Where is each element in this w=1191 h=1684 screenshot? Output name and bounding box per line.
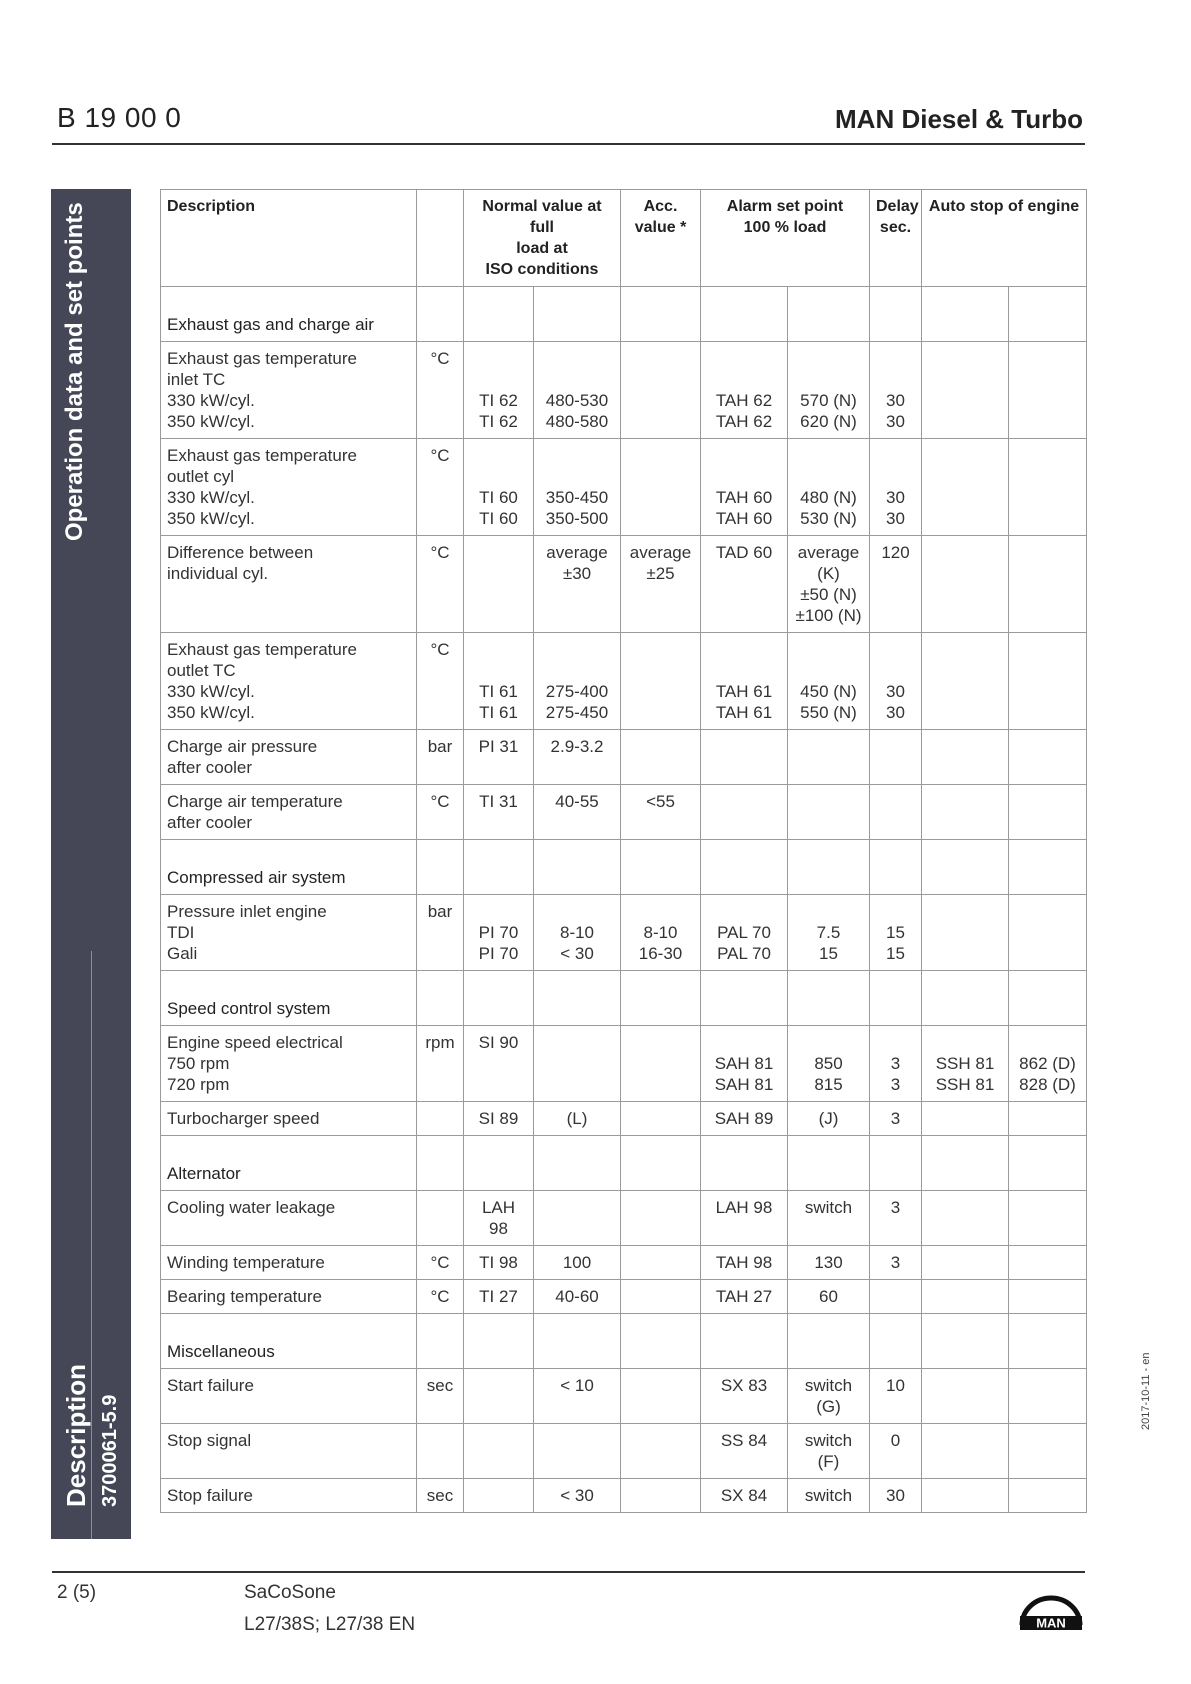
header-rule [52,143,1085,145]
row-alarm-value: 130 [788,1246,870,1280]
row-unit [417,1424,464,1479]
row-unit [417,1102,464,1136]
row-tag: TI 31 [464,785,534,840]
section-title-compressed-air: Compressed air system [161,840,417,895]
table-row [161,439,1087,536]
row-normal-value: average ±30 [534,536,621,633]
row-normal-value: < 30 [534,1479,621,1513]
row-normal-value: 40-60 [534,1280,621,1314]
row-unit: °C [417,1280,464,1314]
row-stop-value [1009,785,1087,840]
row-acc-value [621,1026,701,1102]
row-alarm-tag: TAH 62 TAH 62 [701,342,788,439]
row-delay: 30 30 [870,633,922,730]
row-acc-value [621,342,701,439]
set-points-table [160,189,1087,1513]
row-unit: bar [417,895,464,971]
row-stop-tag [922,1424,1009,1479]
row-alarm-tag: SS 84 [701,1424,788,1479]
row-description: Exhaust gas temperature outlet cyl 330 kW/cyl. 350 kW/cyl. [161,439,417,536]
row-normal-value: 480-530 480-580 [534,342,621,439]
row-normal-value: < 10 [534,1369,621,1424]
row-alarm-value: switch [788,1479,870,1513]
row-unit: °C [417,633,464,730]
row-stop-tag: SSH 81 SSH 81 [922,1026,1009,1102]
row-tag: PI 31 [464,730,534,785]
row-delay: 30 30 [870,342,922,439]
section-row [161,1136,1087,1191]
brand-name: MAN Diesel & Turbo [835,104,1083,134]
row-unit: bar [417,730,464,785]
row-normal-value [534,1191,621,1246]
row-unit: °C [417,536,464,633]
row-acc-value [621,1479,701,1513]
table-row [161,342,1087,439]
row-stop-value [1009,633,1087,730]
engine-models: L27/38S; L27/38 EN [244,1614,416,1635]
row-stop-tag [922,536,1009,633]
row-stop-value [1009,1191,1087,1246]
section-title-miscellaneous: Miscellaneous [161,1314,417,1369]
row-alarm-tag: SX 83 [701,1369,788,1424]
document-code: B 19 00 0 [57,102,182,133]
row-alarm-tag: SAH 81 SAH 81 [701,1026,788,1102]
table-row [161,1246,1087,1280]
row-normal-value: 8-10 < 30 [534,895,621,971]
section-title-speed-control: Speed control system [161,971,417,1026]
row-alarm-value: (J) [788,1102,870,1136]
row-alarm-value [788,730,870,785]
row-alarm-tag: LAH 98 [701,1191,788,1246]
table-row [161,633,1087,730]
row-tag: TI 27 [464,1280,534,1314]
row-delay: 0 [870,1424,922,1479]
row-stop-tag [922,1191,1009,1246]
row-stop-value [1009,730,1087,785]
row-stop-value [1009,1424,1087,1479]
row-stop-value [1009,1369,1087,1424]
table-row [161,730,1087,785]
row-stop-value [1009,1102,1087,1136]
sidebar-doc-number: 3700061-5.9 [99,1394,121,1507]
section-row [161,1314,1087,1369]
row-normal-value: (L) [534,1102,621,1136]
header-normal-value: Normal value at full load at ISO conditions [464,190,621,287]
row-alarm-value: 480 (N) 530 (N) [788,439,870,536]
row-description: Exhaust gas temperature inlet TC 330 kW/cyl. 350 kW/cyl. [161,342,417,439]
row-unit: rpm [417,1026,464,1102]
table-row [161,1424,1087,1479]
row-description: Turbocharger speed [161,1102,417,1136]
section-row [161,840,1087,895]
row-delay: 30 [870,1479,922,1513]
row-normal-value: 40-55 [534,785,621,840]
row-acc-value [621,730,701,785]
row-stop-tag [922,730,1009,785]
row-tag: SI 89 [464,1102,534,1136]
row-normal-value: 100 [534,1246,621,1280]
row-stop-tag [922,1246,1009,1280]
row-alarm-tag: SAH 89 [701,1102,788,1136]
row-acc-value [621,633,701,730]
row-delay: 3 [870,1102,922,1136]
row-delay: 3 [870,1246,922,1280]
row-alarm-value: switch (G) [788,1369,870,1424]
row-acc-value: <55 [621,785,701,840]
row-acc-value [621,1369,701,1424]
row-normal-value: 275-400 275-450 [534,633,621,730]
table-row [161,785,1087,840]
row-description: Stop failure [161,1479,417,1513]
header-description: Description [161,190,417,287]
header-delay: Delay sec. [870,190,922,287]
row-delay: 3 [870,1191,922,1246]
row-acc-value [621,439,701,536]
row-stop-value: 862 (D) 828 (D) [1009,1026,1087,1102]
row-description: Pressure inlet engine TDI Gali [161,895,417,971]
row-unit: °C [417,1246,464,1280]
row-stop-tag [922,342,1009,439]
row-description: Charge air temperature after cooler [161,785,417,840]
section-row [161,287,1087,342]
table-row [161,895,1087,971]
row-tag: SI 90 [464,1026,534,1102]
product-name: SaCoSone [244,1582,336,1603]
row-tag [464,1369,534,1424]
row-description: Exhaust gas temperature outlet TC 330 kW/cyl. 350 kW/cyl. [161,633,417,730]
row-tag: TI 62 TI 62 [464,342,534,439]
row-alarm-tag [701,785,788,840]
row-stop-tag [922,439,1009,536]
row-stop-value [1009,1479,1087,1513]
row-delay [870,1280,922,1314]
row-tag: TI 61 TI 61 [464,633,534,730]
table-row [161,1369,1087,1424]
row-alarm-value: 60 [788,1280,870,1314]
row-description: Cooling water leakage [161,1191,417,1246]
row-stop-value [1009,1280,1087,1314]
table-row [161,1280,1087,1314]
row-stop-value [1009,895,1087,971]
table-row [161,1026,1087,1102]
table-row [161,1102,1087,1136]
man-logo [1018,1592,1084,1632]
row-normal-value: 2.9-3.2 [534,730,621,785]
row-normal-value [534,1424,621,1479]
footer-rule [52,1571,1085,1573]
row-stop-tag [922,1369,1009,1424]
row-stop-tag [922,1102,1009,1136]
row-alarm-tag: TAH 27 [701,1280,788,1314]
row-acc-value: 8-10 16-30 [621,895,701,971]
row-alarm-value [788,785,870,840]
row-unit [417,1191,464,1246]
row-description: Start failure [161,1369,417,1424]
row-acc-value [621,1191,701,1246]
table-header-row [161,190,1087,287]
row-alarm-tag: PAL 70 PAL 70 [701,895,788,971]
row-delay: 10 [870,1369,922,1424]
row-delay [870,785,922,840]
row-acc-value [621,1102,701,1136]
row-unit: °C [417,439,464,536]
row-tag [464,536,534,633]
row-alarm-tag: TAH 98 [701,1246,788,1280]
row-alarm-value: switch (F) [788,1424,870,1479]
row-alarm-value: 850 815 [788,1026,870,1102]
row-tag [464,1424,534,1479]
row-description: Stop signal [161,1424,417,1479]
row-unit: sec [417,1369,464,1424]
row-tag: PI 70 PI 70 [464,895,534,971]
row-tag: LAH 98 [464,1191,534,1246]
row-delay: 3 3 [870,1026,922,1102]
section-title-exhaust: Exhaust gas and charge air [161,287,417,342]
row-description: Charge air pressure after cooler [161,730,417,785]
row-delay [870,730,922,785]
row-tag: TI 60 TI 60 [464,439,534,536]
row-stop-tag [922,895,1009,971]
row-unit: °C [417,785,464,840]
row-alarm-value: 450 (N) 550 (N) [788,633,870,730]
row-stop-value [1009,1246,1087,1280]
row-alarm-tag: TAH 61 TAH 61 [701,633,788,730]
row-alarm-tag: TAD 60 [701,536,788,633]
row-normal-value: 350-450 350-500 [534,439,621,536]
row-tag: TI 98 [464,1246,534,1280]
sidebar-section-title: Operation data and set points [61,202,88,541]
row-alarm-value: switch [788,1191,870,1246]
revision-date: 2017-10-11 - en [1140,1352,1152,1430]
row-alarm-tag: SX 84 [701,1479,788,1513]
row-description: Difference between individual cyl. [161,536,417,633]
header-auto-stop: Auto stop of engine [922,190,1087,287]
section-title-alternator: Alternator [161,1136,417,1191]
table-row [161,1479,1087,1513]
row-description: Winding temperature [161,1246,417,1280]
row-description: Bearing temperature [161,1280,417,1314]
row-acc-value [621,1280,701,1314]
row-acc-value: average ±25 [621,536,701,633]
row-unit: sec [417,1479,464,1513]
table-row [161,536,1087,633]
row-acc-value [621,1424,701,1479]
row-alarm-value: 7.5 15 [788,895,870,971]
row-delay: 120 [870,536,922,633]
header-alarm-set-point: Alarm set point 100 % load [701,190,870,287]
section-row [161,971,1087,1026]
table-row [161,1191,1087,1246]
row-description: Engine speed electrical 750 rpm 720 rpm [161,1026,417,1102]
row-stop-tag [922,1479,1009,1513]
row-alarm-tag: TAH 60 TAH 60 [701,439,788,536]
man-logo-text: MAN [1036,1615,1066,1631]
row-delay: 15 15 [870,895,922,971]
row-stop-value [1009,536,1087,633]
row-delay: 30 30 [870,439,922,536]
row-tag [464,1479,534,1513]
row-unit: °C [417,342,464,439]
row-normal-value [534,1026,621,1102]
row-stop-tag [922,785,1009,840]
sidebar [51,189,131,1539]
row-alarm-value: average (K) ±50 (N) ±100 (N) [788,536,870,633]
row-stop-tag [922,633,1009,730]
sidebar-category: Description [61,1363,91,1507]
row-stop-tag [922,1280,1009,1314]
row-acc-value [621,1246,701,1280]
header-unit [417,190,464,287]
row-stop-value [1009,342,1087,439]
page-number: 2 (5) [57,1582,97,1603]
row-alarm-value: 570 (N) 620 (N) [788,342,870,439]
header-acc-value: Acc. value * [621,190,701,287]
row-alarm-tag [701,730,788,785]
row-stop-value [1009,439,1087,536]
